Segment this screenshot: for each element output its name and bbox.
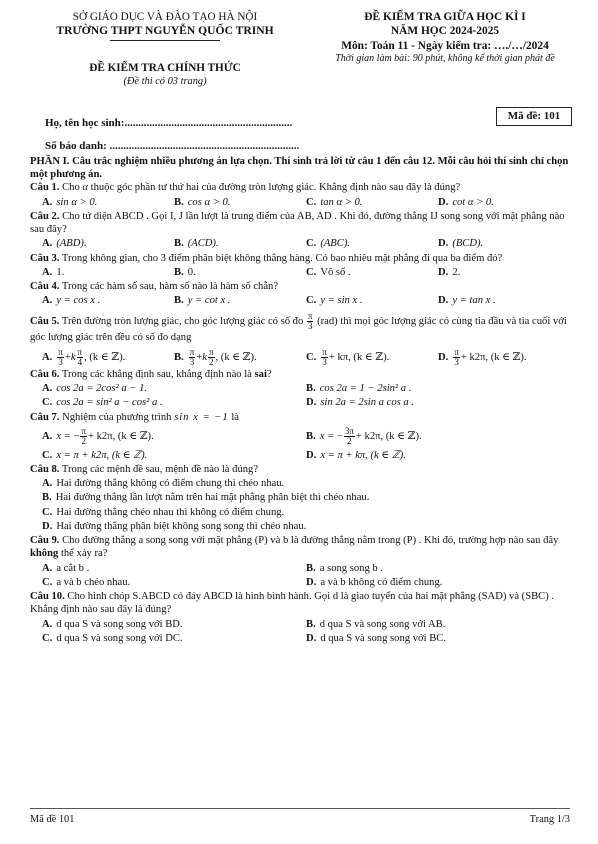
option-b[interactable]: B. a song song b .: [306, 562, 383, 574]
option-b[interactable]: B. y = cot x .: [174, 295, 231, 307]
option-c[interactable]: C. d qua S và song song với DC.: [42, 632, 183, 644]
option-a[interactable]: A. Hai đường thẳng không có điểm chung thì chéo nhau.: [42, 478, 285, 490]
question-2-options: [42, 237, 570, 250]
option-b[interactable]: B. Hai đường thẳng lần lượt nằm trên hai mặt phẳng phân biệt thì chéo nhau.: [42, 492, 370, 504]
fraction: $\frac{\pi}{3}$: [307, 310, 313, 331]
option-a[interactable]: A. y = cos x .: [42, 295, 101, 307]
option-d[interactable]: D. $\frac{\pi}{3}$ + k2π, (k ∈ ℤ).: [438, 346, 527, 367]
question-6-options-ab: [42, 382, 570, 395]
school-year: NĂM HỌC 2024-2025: [390, 25, 500, 38]
option-c[interactable]: C. y = sin x .: [306, 295, 363, 307]
option-b[interactable]: B. x = − $\frac{3\pi}{2}$ + k2π, (k ∈ ℤ).: [306, 425, 422, 446]
option-a[interactable]: A. cos 2a = 2cos² a − 1.: [42, 383, 148, 395]
exam-body: [30, 155, 570, 646]
option-c[interactable]: C. $\frac{\pi}{3}$ + kπ, (k ∈ ℤ).: [306, 346, 390, 367]
option-d[interactable]: D. cot α > 0.: [438, 196, 494, 208]
option-a[interactable]: A. x = − $\frac{\pi}{2}$ + k2π, (k ∈ ℤ).: [42, 425, 154, 446]
option-a[interactable]: A. a cắt b .: [42, 562, 90, 574]
footer-exam-code: Mã đề 101: [30, 814, 75, 825]
option-b[interactable]: B. cos α > 0.: [174, 196, 231, 208]
option-a[interactable]: A. 1.: [42, 266, 65, 278]
option-a[interactable]: A. sin α > 0.: [42, 196, 98, 208]
school-name: TRƯỜNG THPT NGUYỄN QUỐC TRINH: [56, 24, 274, 37]
question-5-options: [42, 348, 570, 367]
part1-title: PHẦN I. Câu trắc nghiệm nhiều phương án lựa chọn. Thí sinh trả lời từ câu 1 đến câu 12. Mỗi câu hỏi thí sinh chỉ chọn một phương án.: [30, 156, 569, 181]
page-count-note: (Đề thi có 03 trang): [123, 76, 207, 88]
option-a[interactable]: A. d qua S và song song với BD.: [42, 618, 183, 630]
option-c[interactable]: C. tan α > 0.: [306, 196, 363, 208]
option-b[interactable]: B. 0.: [174, 266, 196, 278]
header-right: [300, 10, 590, 65]
option-c[interactable]: C. (ABC).: [306, 238, 351, 250]
question-2: Câu 2. Cho tứ diện ABCD . Gọi I, J lần lượt là trung điểm của AB, AD . Khi đó, đường thẳng IJ song song với mặt phẳng nào sau đây?: [30, 210, 565, 236]
option-d[interactable]: D. d qua S và song song với BC.: [306, 632, 446, 644]
option-a[interactable]: A. (ABD).: [42, 238, 87, 250]
official-label: ĐỀ KIỂM TRA CHÍNH THỨC: [89, 62, 241, 75]
option-d[interactable]: D. Hai đường thẳng phân biệt không song song thì chéo nhau.: [42, 520, 307, 532]
header-divider: [110, 40, 220, 41]
question-8: Câu 8. Trong các mệnh đề sau, mệnh đề nào là đúng?: [30, 463, 259, 475]
question-10-options-ab: [42, 618, 570, 631]
option-b[interactable]: B. (ACD).: [174, 238, 219, 250]
question-3-options: [42, 266, 570, 279]
option-a[interactable]: A. $\frac{\pi}{3}$ +k $\frac{\pi}{4}$ , (k ∈ ℤ).: [42, 346, 126, 367]
question-7-options-cd: [42, 449, 570, 462]
question-9: Câu 9. Cho đường thẳng a song song với mặt phẳng (P) và b là đường thẳng nằm trong (P) . Khi đó, trường hợp nào sau đây không thể xảy ra?: [30, 535, 559, 560]
header-left: [30, 10, 300, 88]
footer-divider: [30, 808, 570, 809]
student-id-field: Số báo danh: .....................................................................: [45, 140, 300, 152]
question-7-options-ab: [42, 427, 570, 446]
option-c[interactable]: C. Vô số .: [306, 266, 351, 278]
question-1: Câu 1. Cho α thuộc góc phần tư thứ hai của đường tròn lượng giác. Khẳng định nào sau đây là đúng?: [30, 182, 461, 194]
question-9-options-ab: [42, 562, 570, 575]
question-10: Câu 10. Cho hình chóp S.ABCD có đáy ABCD là hình bình hành. Gọi d là giao tuyến của hai mặt phẳng (SAD) và (SBC) . Khẳng định nào sau đây là đúng?: [30, 591, 555, 616]
option-b[interactable]: B. cos 2a = 1 − 2sin² a .: [306, 383, 412, 395]
question-4: Câu 4. Trong các hàm số sau, hàm số nào là hàm số chẵn?: [30, 281, 279, 293]
question-4-options: [42, 294, 570, 307]
option-d[interactable]: D. 2.: [438, 266, 461, 278]
option-c[interactable]: C. Hai đường thẳng chéo nhau thì không có điểm chung.: [42, 506, 285, 518]
option-b[interactable]: B. d qua S và song song với AB.: [306, 618, 446, 630]
option-d[interactable]: D. (BCD).: [438, 238, 484, 250]
question-5: Câu 5. Trên đường tròn lượng giác, cho góc lượng giác có số đo $\frac{\pi}{3}$ (rad) thì mọi góc lượng giác có cùng tia đầu và tia cuối với góc lượng giác trên đều có số đo dạng: [30, 310, 567, 343]
option-d[interactable]: D. x = π + kπ, (k ∈ ℤ).: [306, 449, 406, 461]
question-6-options-cd: [42, 396, 570, 409]
question-6: Câu 6. Trong các khẳng định sau, khẳng định nào là sai?: [30, 368, 272, 380]
footer-page-number: Trang 1/3: [529, 814, 570, 825]
option-b[interactable]: B. $\frac{\pi}{3}$ +k $\frac{\pi}{2}$ , (k ∈ ℤ).: [174, 346, 257, 367]
exam-title: ĐỀ KIỂM TRA GIỮA HỌC KÌ I: [364, 11, 526, 23]
question-1-options: [42, 196, 570, 209]
option-d[interactable]: D. sin 2a = 2sin a cos a .: [306, 397, 414, 409]
option-c[interactable]: C. a và b chéo nhau.: [42, 576, 131, 588]
option-d[interactable]: D. a và b không có điểm chung.: [306, 576, 443, 588]
option-c[interactable]: C. x = π + k2π, (k ∈ ℤ).: [42, 449, 148, 461]
question-3: Câu 3. Trong không gian, cho 3 điểm phân biệt không thẳng hàng. Có bao nhiêu mặt phẳng đi qua ba điểm đó?: [30, 252, 503, 264]
option-c[interactable]: C. cos 2a = sin² a − cos² a .: [42, 397, 163, 409]
exam-code-box: Mã đề: 101: [496, 107, 572, 126]
question-9-options-cd: [42, 576, 570, 589]
question-7: Câu 7. Nghiệm của phương trình sin x = −1 là: [30, 411, 239, 423]
option-d[interactable]: D. y = tan x .: [438, 295, 496, 307]
question-10-options-cd: [42, 632, 570, 645]
student-name-field: Họ, tên học sinh:.............................................................: [45, 117, 293, 129]
department-name: SỞ GIÁO DỤC VÀ ĐÀO TẠO HÀ NỘI: [72, 11, 258, 23]
subject-line: Môn: Toán 11 - Ngày kiểm tra: …./…/2024: [341, 39, 549, 52]
time-line: Thời gian làm bài: 90 phút, không kể thời gian phát đề: [335, 52, 555, 64]
